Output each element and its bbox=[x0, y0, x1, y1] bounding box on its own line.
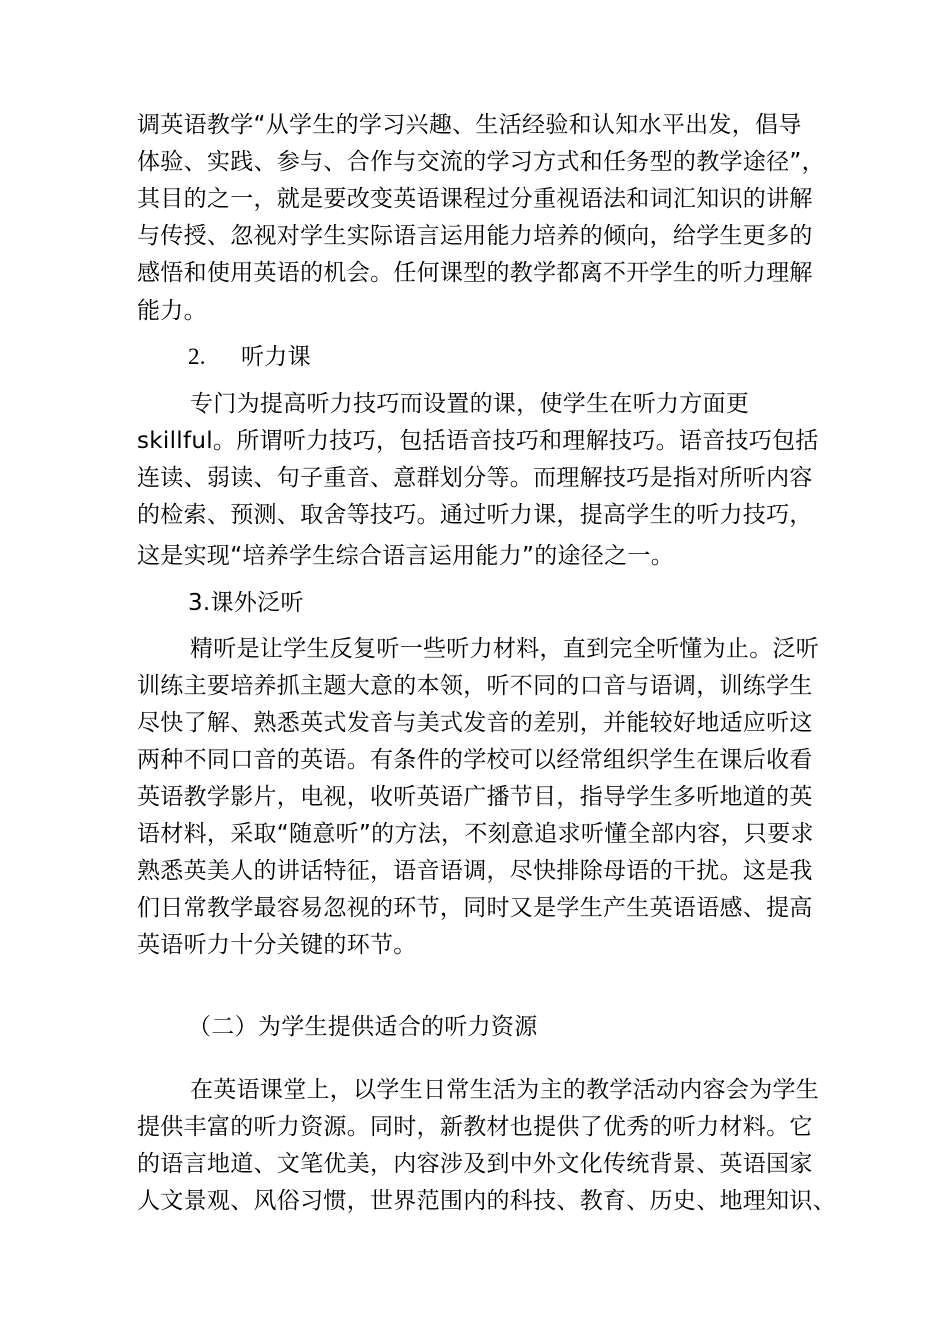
paragraph-line: 感悟和使用英语的机会。任何课型的教学都离不开学生的听力理解 bbox=[137, 260, 813, 286]
paragraph-line: 的检索、预测、取舍等技巧。通过听力课，提高学生的听力技巧， bbox=[137, 502, 813, 528]
subheading-listening-class: 听力课 bbox=[241, 344, 311, 370]
paragraph-line: 熟悉英美人的讲话特征，语音语调，尽快排除母语的干扰。这是我 bbox=[137, 858, 813, 884]
section-heading: （二）为学生提供适合的听力资源 bbox=[188, 1014, 538, 1040]
paragraph-line: 训练主要培养抓主题大意的本领，听不同的口音与语调，训练学生 bbox=[137, 673, 813, 699]
paragraph-line: 英语听力十分关键的环节。 bbox=[137, 932, 417, 958]
paragraph-line: 专门为提高听力技巧而设置的课，使学生在听力方面更 bbox=[190, 391, 750, 417]
paragraph-line: 两种不同口音的英语。有条件的学校可以经常组织学生在课后收看 bbox=[137, 747, 813, 773]
paragraph-line: 英语教学影片，电视，收听英语广播节目，指导学生多听地道的英 bbox=[137, 784, 813, 810]
heading-number: 2. bbox=[188, 344, 206, 369]
paragraph-line: 语材料，采取“随意听”的方法，不刻意追求听懂全部内容，只要求 bbox=[137, 821, 814, 847]
paragraph-line: 提供丰富的听力资源。同时，新教材也提供了优秀的听力材料。它 bbox=[137, 1114, 813, 1140]
paragraph-line: skillful。所谓听力技巧，包括语音技巧和理解技巧。语音技巧包括 bbox=[137, 428, 819, 454]
paragraph-line: 其目的之一，就是要改变英语课程过分重视语法和词汇知识的讲解 bbox=[137, 186, 813, 212]
paragraph-line: 连读、弱读、句子重音、意群划分等。而理解技巧是指对所听内容 bbox=[137, 465, 813, 491]
paragraph-line: 们日常教学最容易忽视的环节，同时又是学生产生英语语感、提高 bbox=[137, 895, 813, 921]
paragraph-line: 尽快了解、熟悉英式发音与美式发音的差别，并能较好地适应听这 bbox=[137, 710, 813, 736]
paragraph-line: 在英语课堂上，以学生日常生活为主的教学活动内容会为学生 bbox=[190, 1077, 820, 1103]
paragraph-line: 的语言地道、文笔优美，内容涉及到中外文化传统背景、英语国家 bbox=[137, 1151, 813, 1177]
paragraph-line: 这是实现“培养学生综合语言运用能力”的途径之一。 bbox=[137, 543, 675, 569]
paragraph-line: 人文景观、风俗习惯，世界范围内的科技、教育、历史、地理知识、 bbox=[137, 1188, 836, 1214]
paragraph-line: 调英语教学“从学生的学习兴趣、生活经验和认知水平出发，倡导 bbox=[137, 112, 802, 138]
paragraph-line: 能力。 bbox=[137, 298, 207, 324]
paragraph-line: 与传授、忽视对学生实际语言运用能力培养的倾向，给学生更多的 bbox=[137, 223, 813, 249]
paragraph-line: 体验、实践、参与、合作与交流的学习方式和任务型的教学途径”， bbox=[137, 149, 825, 175]
paragraph-line: 精听是让学生反复听一些听力材料，直到完全听懂为止。泛听 bbox=[190, 636, 820, 662]
subheading-extensive-listening: 3.课外泛听 bbox=[188, 590, 304, 616]
